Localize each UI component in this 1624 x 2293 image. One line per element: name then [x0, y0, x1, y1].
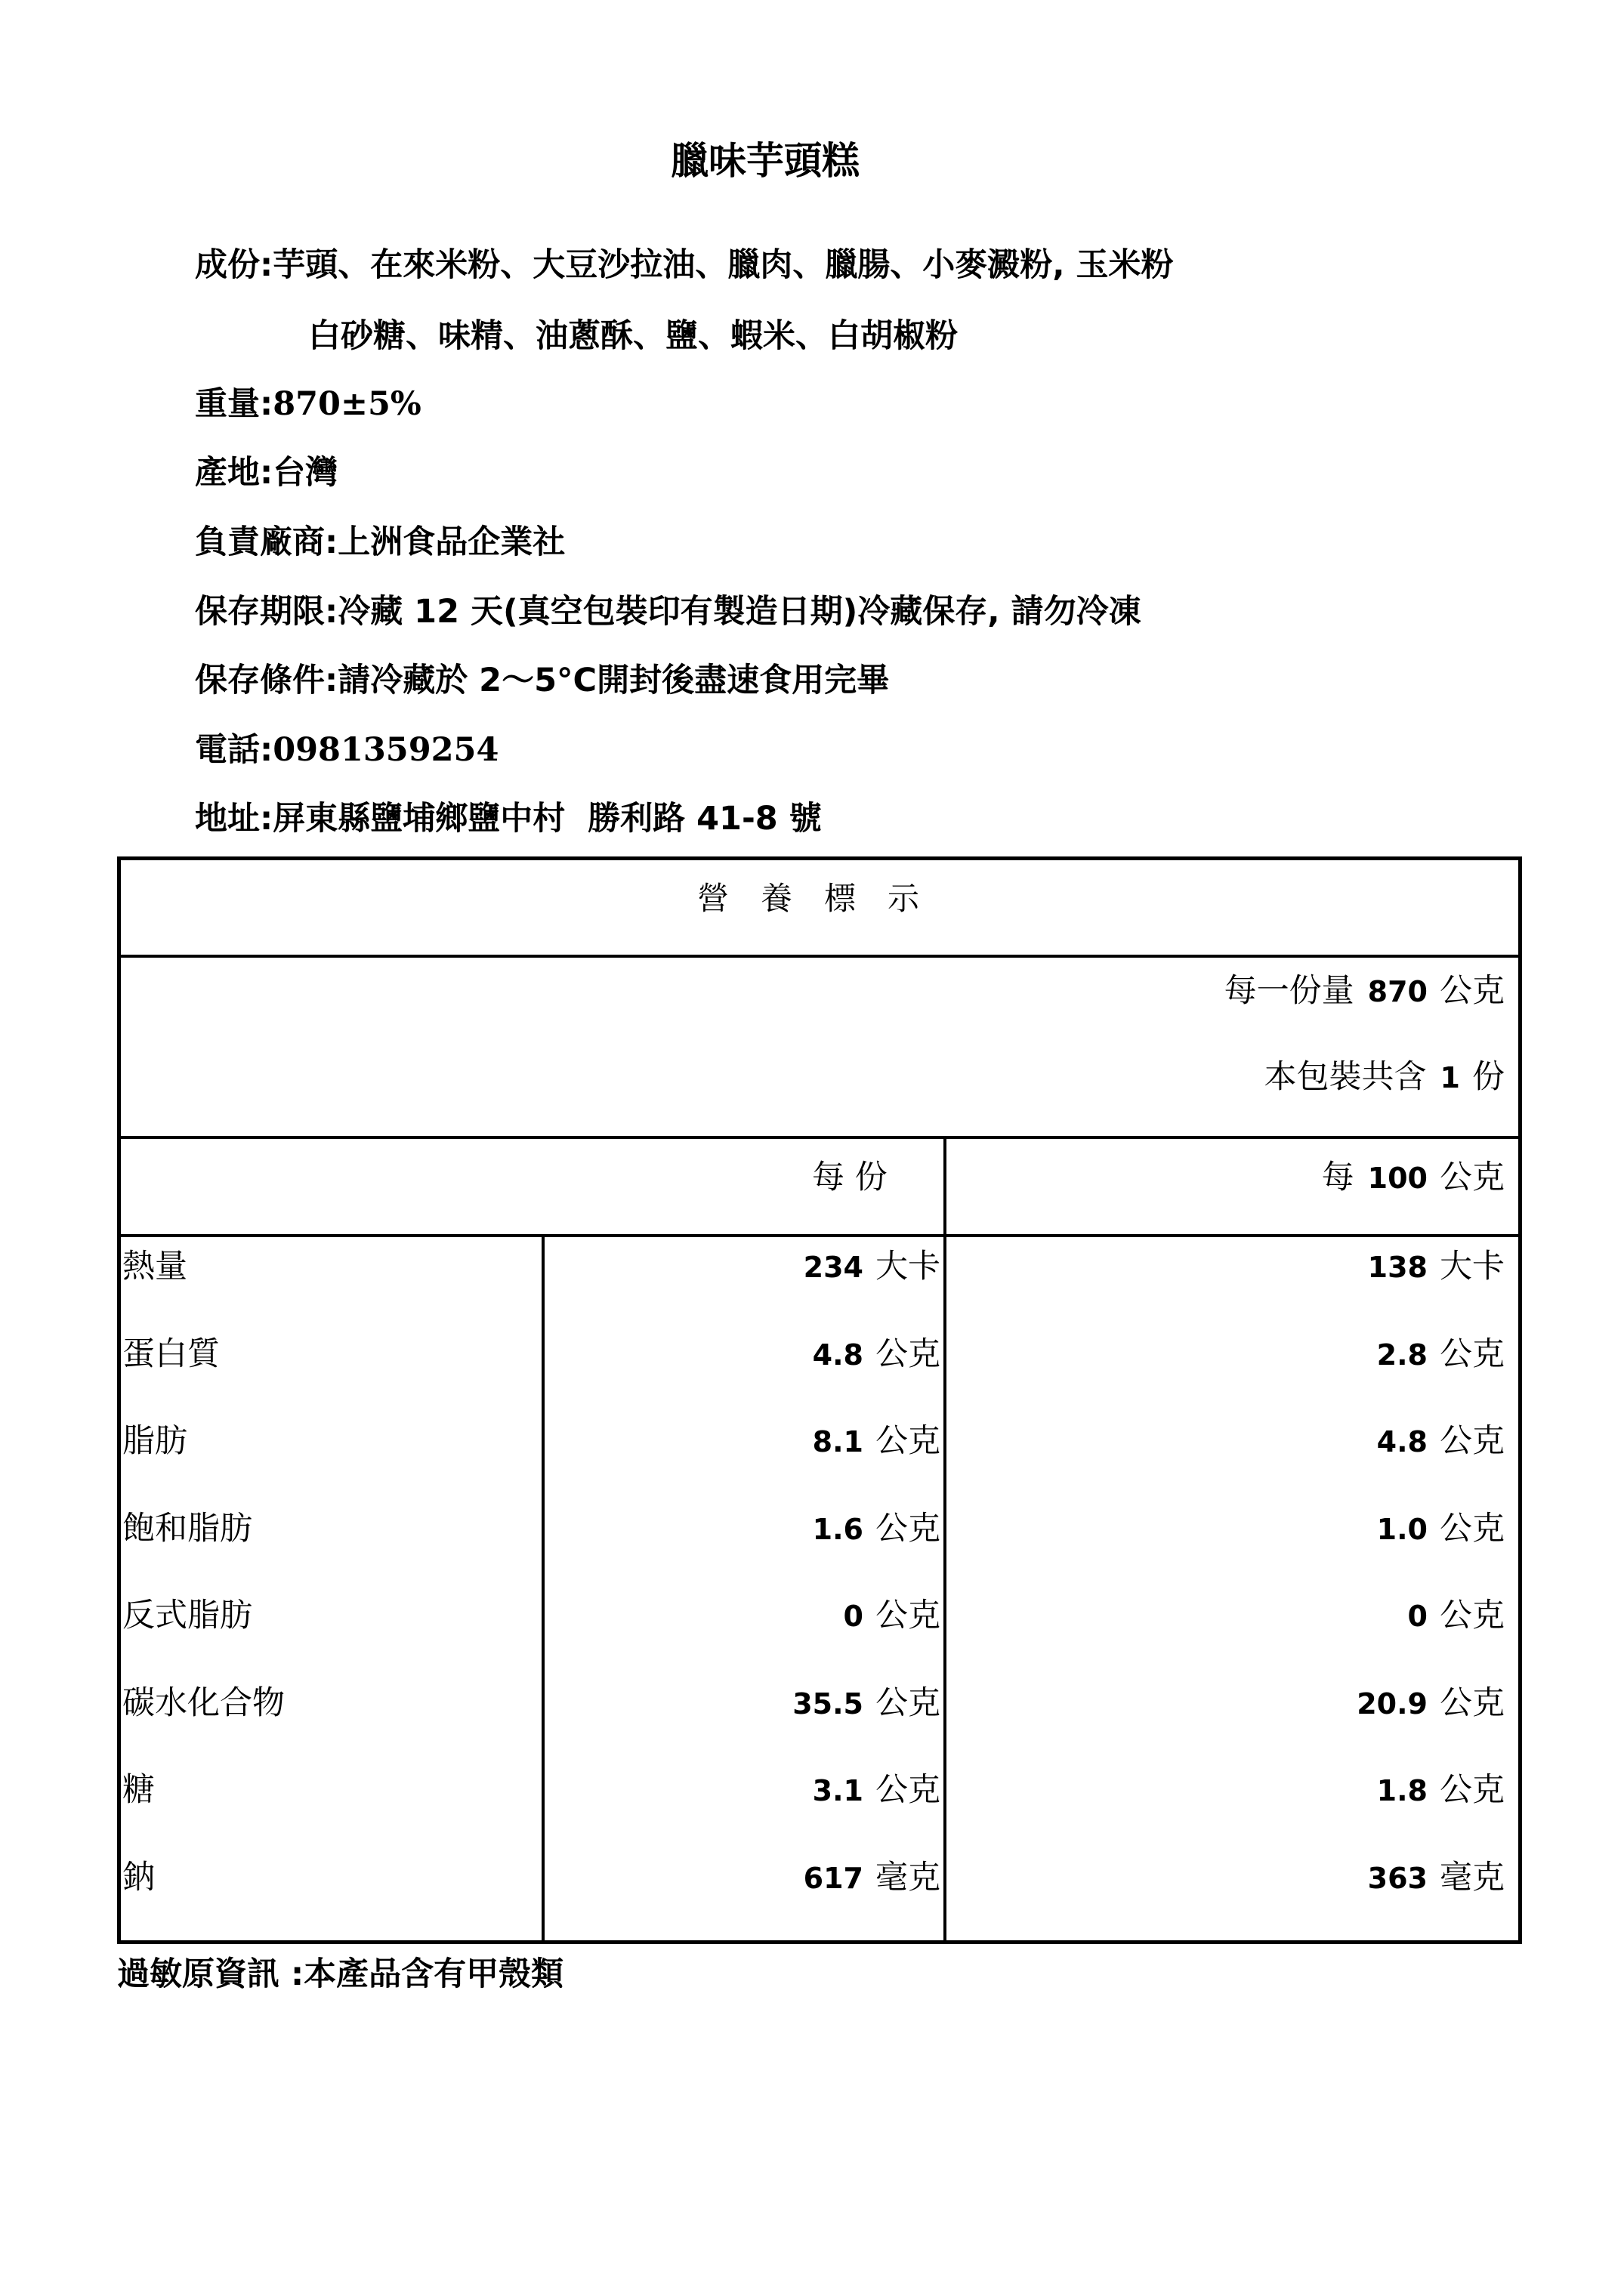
origin-label: 產地:: [195, 454, 273, 492]
table-divider: [121, 955, 1518, 958]
per-100g-unit: 大卡: [1440, 1248, 1505, 1285]
per-serving-value: [792, 1684, 940, 1722]
storage-value: 請冷藏於 2～5°C開封後盡速食用完畢: [338, 662, 890, 699]
shelf-life-label: 保存期限:: [195, 593, 338, 631]
per-serving-amount: 1.6: [812, 1513, 863, 1546]
serving-size-unit: 公克: [1440, 972, 1505, 1010]
nutrient-name: 飽和脂肪: [122, 1510, 252, 1548]
per-serving-unit: 公克: [875, 1684, 940, 1722]
servings-label: 本包裝共含: [1264, 1058, 1427, 1096]
per-100g-value: [1376, 1510, 1505, 1548]
per-100g-value: [1357, 1684, 1505, 1722]
storage-line: [195, 662, 890, 699]
per-serving-value: [812, 1510, 940, 1548]
nutrient-name: 脂肪: [122, 1422, 187, 1460]
per-100-prefix: 每: [1321, 1159, 1354, 1196]
servings-per-package: [1264, 1058, 1505, 1096]
ingredients-line: [195, 246, 1174, 284]
per-serving-unit: 公克: [875, 1422, 940, 1460]
allergen-info: [117, 1955, 564, 1993]
per-serving-value: [803, 1859, 940, 1896]
per-serving-value: [812, 1335, 940, 1373]
column-header-per-100g: [1321, 1159, 1505, 1196]
per-100g-unit: 毫克: [1440, 1859, 1505, 1896]
serving-size: [1224, 972, 1505, 1010]
per-100g-amount: 20.9: [1357, 1687, 1428, 1721]
per-100g-value: [1367, 1859, 1505, 1896]
per-serving-amount: 234: [803, 1251, 863, 1284]
per-100g-amount: 1.8: [1376, 1774, 1428, 1807]
phone-label: 電話:: [195, 731, 273, 769]
per-100g-unit: 公克: [1440, 1684, 1505, 1722]
servings-unit: 份: [1472, 1058, 1505, 1096]
ingredients-continuation: 白砂糖、味精、油蔥酥、鹽、蝦米、白胡椒粉: [308, 317, 958, 355]
per-100g-amount: 4.8: [1376, 1425, 1428, 1458]
per-serving-amount: 617: [803, 1862, 863, 1895]
per-100g-unit: 公克: [1440, 1510, 1505, 1548]
per-serving-amount: 4.8: [812, 1338, 863, 1372]
per-serving-amount: 0: [843, 1600, 863, 1633]
per-serving-unit: 毫克: [875, 1859, 940, 1896]
per-100g-unit: 公克: [1440, 1335, 1505, 1373]
weight-line: [195, 385, 421, 423]
per-100g-amount: 0: [1407, 1600, 1428, 1633]
column-divider: [943, 1136, 946, 1940]
ingredients-label: 成份:: [195, 246, 273, 284]
per-serving-unit: 公克: [875, 1597, 940, 1634]
per-100g-unit: 公克: [1440, 1771, 1505, 1809]
per-100g-unit: 公克: [1440, 1597, 1505, 1634]
per-100-unit: 公克: [1440, 1159, 1505, 1196]
per-100g-value: [1376, 1771, 1505, 1809]
per-100g-value: [1367, 1248, 1505, 1285]
phone-line: [195, 731, 499, 769]
nutrient-name: 糖: [122, 1771, 155, 1809]
per-serving-value: [812, 1771, 940, 1809]
servings-value: 1: [1440, 1061, 1460, 1094]
table-divider: [121, 1234, 1518, 1237]
address-value: 屏東縣鹽埔鄉鹽中村 勝利路 41-8 號: [273, 800, 822, 838]
per-serving-amount: 3.1: [812, 1774, 863, 1807]
per-serving-value: [843, 1597, 940, 1634]
origin-line: [195, 454, 338, 492]
per-serving-unit: 公克: [875, 1335, 940, 1373]
address-label: 地址:: [195, 800, 273, 838]
per-100g-amount: 363: [1367, 1862, 1428, 1895]
per-serving-unit: 大卡: [875, 1248, 940, 1285]
nutrient-name: 碳水化合物: [122, 1684, 285, 1722]
per-serving-value: [812, 1422, 940, 1460]
phone-value: 0981359254: [273, 731, 499, 769]
nutrient-name: 熱量: [122, 1248, 187, 1285]
column-header-per-serving: 每 份: [812, 1159, 888, 1196]
nutrition-header: 營 養 標 示: [696, 880, 919, 917]
per-100g-value: [1376, 1422, 1505, 1460]
shelf-life-value: 冷藏 12 天(真空包裝印有製造日期)冷藏保存, 請勿冷凍: [338, 593, 1141, 631]
per-serving-amount: 35.5: [792, 1687, 863, 1721]
address-line: [195, 800, 822, 838]
page-title: 臘味芋頭糕: [671, 139, 860, 183]
per-100g-amount: 2.8: [1376, 1338, 1428, 1372]
nutrient-name: 蛋白質: [122, 1335, 220, 1373]
per-100g-amount: 138: [1367, 1251, 1428, 1284]
storage-label: 保存條件:: [195, 662, 338, 699]
per-serving-unit: 公克: [875, 1510, 940, 1548]
serving-size-value: 870: [1367, 975, 1428, 1008]
allergen-label: 過敏原資訊 :: [117, 1955, 304, 1993]
per-100g-value: [1407, 1597, 1505, 1634]
manufacturer-value: 上洲食品企業社: [338, 523, 566, 561]
allergen-value: 本產品含有甲殼類: [304, 1955, 564, 1993]
ingredients-value: 芋頭、在來米粉、大豆沙拉油、臘肉、臘腸、小麥澱粉, 玉米粉: [273, 246, 1174, 284]
weight-label: 重量:: [195, 385, 273, 423]
nutrient-name: 鈉: [122, 1859, 155, 1896]
shelf-life-line: [195, 593, 1141, 631]
manufacturer-line: [195, 523, 566, 561]
column-divider: [542, 1234, 545, 1940]
nutrition-table: [117, 856, 1522, 1944]
per-100-value: 100: [1367, 1162, 1428, 1195]
weight-value: 870±5%: [273, 385, 421, 423]
origin-value: 台灣: [273, 454, 338, 492]
nutrient-name: 反式脂肪: [122, 1597, 252, 1634]
manufacturer-label: 負責廠商:: [195, 523, 338, 561]
per-100g-unit: 公克: [1440, 1422, 1505, 1460]
serving-size-label: 每一份量: [1224, 972, 1354, 1010]
per-serving-unit: 公克: [875, 1771, 940, 1809]
table-divider: [121, 1136, 1518, 1139]
per-serving-amount: 8.1: [812, 1425, 863, 1458]
per-100g-amount: 1.0: [1376, 1513, 1428, 1546]
per-serving-value: [803, 1248, 940, 1285]
per-100g-value: [1376, 1335, 1505, 1373]
